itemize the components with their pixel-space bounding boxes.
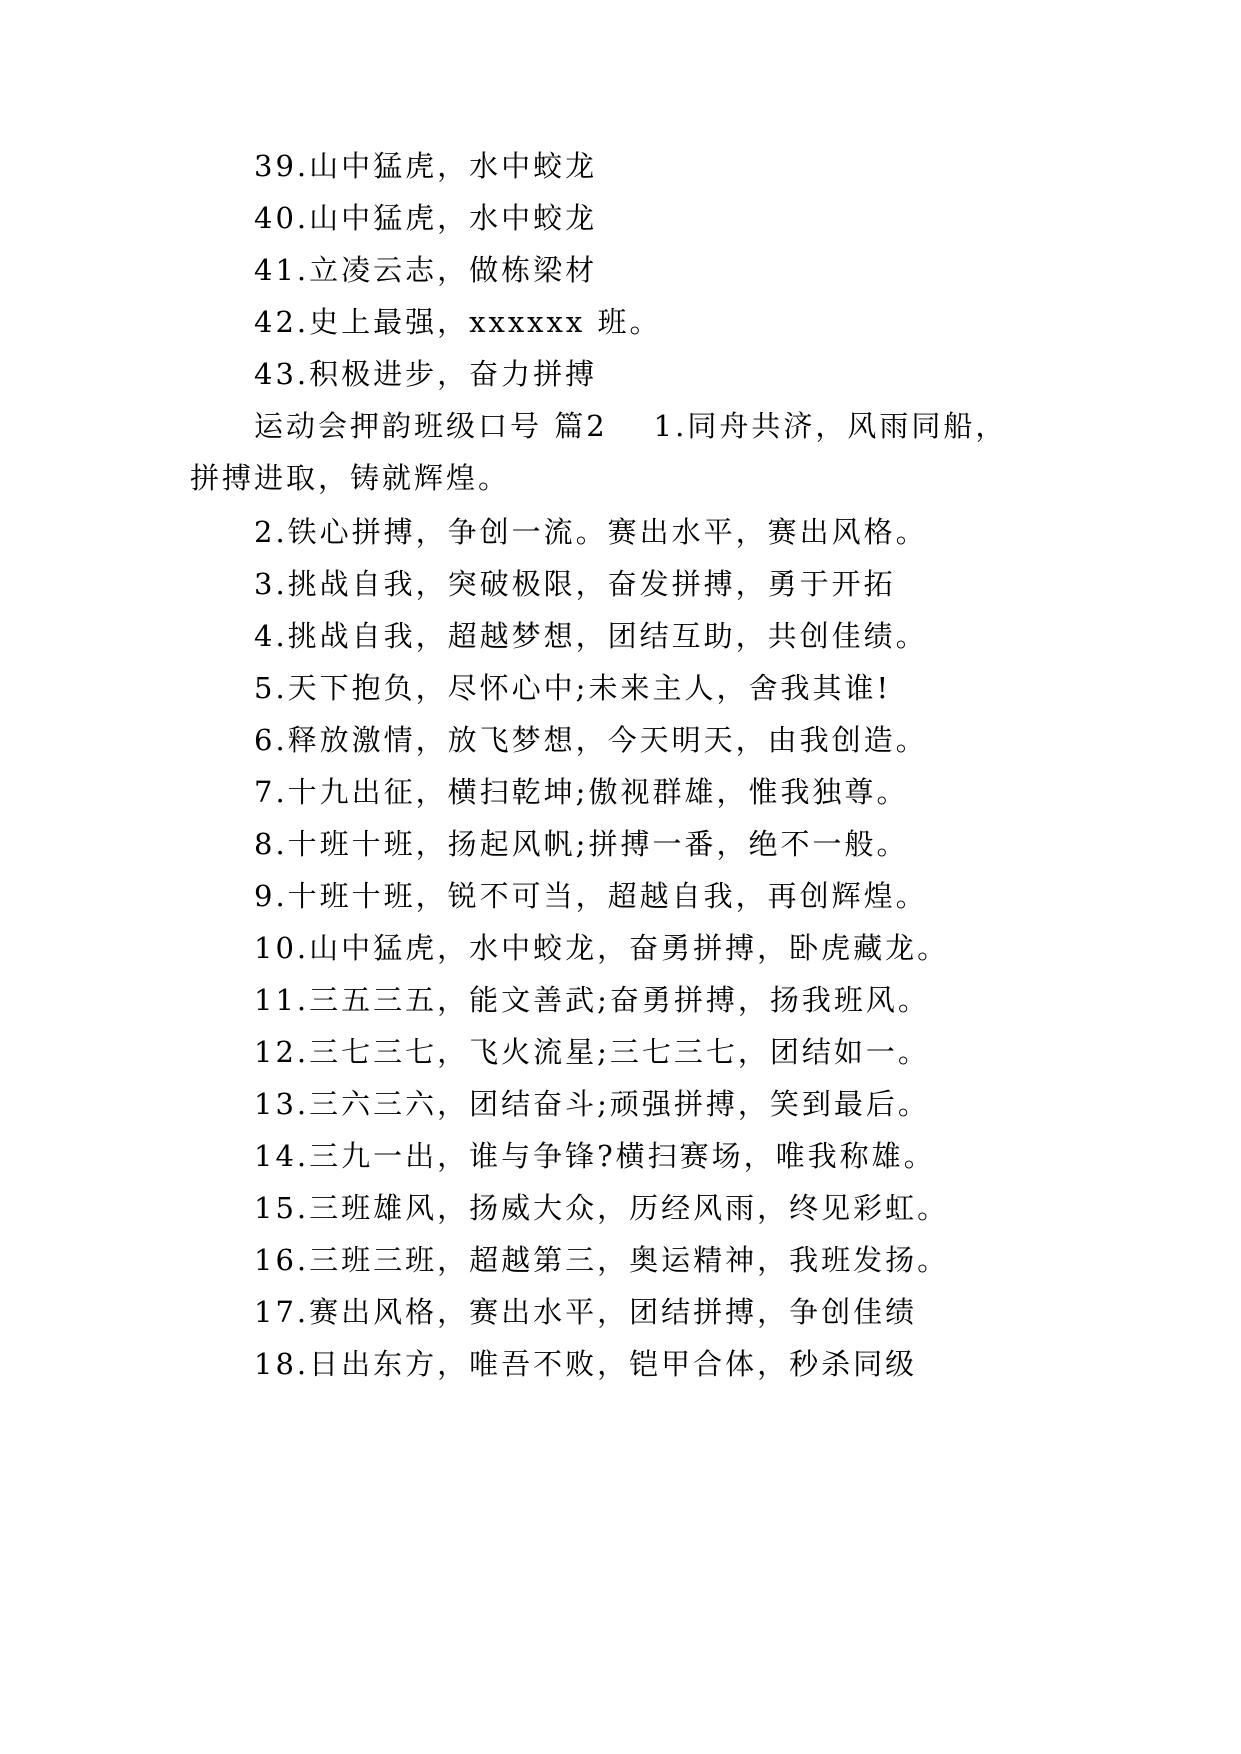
section-first-item: 1.同舟共济，风雨同船， [653,409,1008,443]
slogan-line-18: 18.日出东方，唯吾不败，铠甲合体，秒杀同级 [254,1347,918,1381]
slogan-line-14: 14.三九一出，谁与争锋?横扫赛场，唯我称雄。 [254,1139,936,1173]
section-heading: 运动会押韵班级口号 篇2 [254,409,608,443]
slogan-line-41: 41.立凌云志，做栋梁材 [254,253,598,287]
slogan-line-2: 2.铁心拼搏，争创一流。赛出水平，赛出风格。 [254,515,928,549]
slogan-line-13: 13.三六三六，团结奋斗;顽强拼搏，笑到最后。 [254,1087,930,1121]
slogan-line-4: 4.挑战自我，超越梦想，团结互助，共创佳绩。 [254,619,928,653]
slogan-line-5: 5.天下抱负，尽怀心中;未来主人，舍我其谁! [254,671,892,705]
section-heading-line [254,406,1007,446]
slogan-line-39: 39.山中猛虎，水中蛟龙 [254,149,598,183]
slogan-line-6: 6.释放激情，放飞梦想，今天明天，由我创造。 [254,723,928,757]
slogan-line-40: 40.山中猛虎，水中蛟龙 [254,201,598,235]
slogan-line-8: 8.十班十班，扬起风帆;拼搏一番，绝不一般。 [254,827,909,861]
slogan-line-15: 15.三班雄风，扬威大众，历经风雨，终见彩虹。 [254,1191,950,1225]
slogan-line-9: 9.十班十班，锐不可当，超越自我，再创辉煌。 [254,879,928,913]
slogan-line-43: 43.积极进步，奋力拼搏 [254,357,598,391]
slogan-line-42: 42.史上最强，xxxxxx 班。 [254,305,662,339]
slogan-line-3: 3.挑战自我，突破极限，奋发拼搏，勇于开拓 [254,567,896,601]
slogan-line-16: 16.三班三班，超越第三，奥运精神，我班发扬。 [254,1243,950,1277]
slogan-line-17: 17.赛出风格，赛出水平，团结拼搏，争创佳绩 [254,1295,918,1329]
slogan-line-11: 11.三五三五，能文善武;奋勇拼搏，扬我班风。 [254,983,930,1017]
slogan-line-12: 12.三七三七，飞火流星;三七三七，团结如一。 [254,1035,930,1069]
slogan-line-10: 10.山中猛虎，水中蛟龙，奋勇拼搏，卧虎藏龙。 [254,931,950,965]
section-first-item-continuation: 拼搏进取，铸就辉煌。 [190,461,511,495]
slogan-line-7: 7.十九出征，横扫乾坤;傲视群雄，惟我独尊。 [254,775,909,809]
